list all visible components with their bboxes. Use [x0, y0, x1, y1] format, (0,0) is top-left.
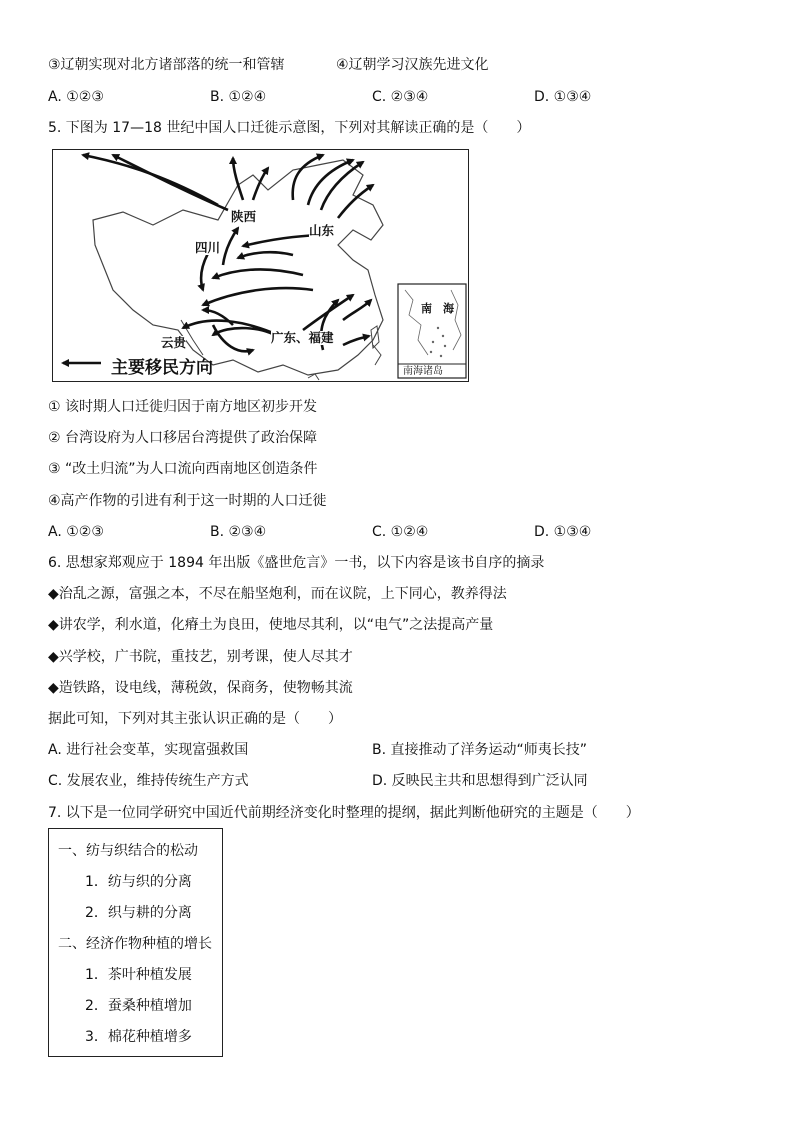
map-drawing	[53, 150, 469, 382]
q5-option-d[interactable]: D. ①③④	[534, 524, 592, 540]
arrow-shaanxi-n	[233, 158, 243, 200]
q4-option-b[interactable]: B. ①②④	[210, 89, 267, 105]
q5-option-b[interactable]: B. ②③④	[210, 524, 267, 540]
q6-quote-1: ◆治乱之源，富强之本，不尽在船坚炮利，而在议院，上下同心，教养得法	[48, 586, 507, 602]
arrow-fujian-tw	[343, 336, 369, 345]
q5-item-4: ④高产作物的引进有利于这一时期的人口迁徙	[48, 493, 327, 509]
label-guangdong-fujian: 广东、福建	[271, 330, 334, 345]
outline-heading-2: 二、经济作物种植的增长	[58, 936, 212, 952]
outline-subitem-2-3: 3．棉花种植增多	[85, 1029, 192, 1045]
q5-item-3: ③ “改土归流”为人口流向西南地区创造条件	[48, 461, 318, 477]
arrow-shandong-n3	[321, 162, 363, 210]
arrow-east-1	[343, 300, 371, 320]
arrow-shandong-n2	[308, 160, 353, 205]
q6-option-b[interactable]: B. 直接推动了洋务运动“师夷长技”	[372, 742, 588, 758]
outline-subitem-1-1: 1．纺与织的分离	[85, 874, 192, 890]
outline-subitem-2-2: 2．蚕桑种植增加	[85, 998, 192, 1014]
label-yungui: 云贵	[161, 335, 187, 350]
q6-option-c[interactable]: C. 发展农业，维持传统生产方式	[48, 773, 249, 789]
label-shandong: 山东	[309, 223, 335, 238]
q5-stem: 5. 下图为 17—18 世纪中国人口迁徙示意图，下列对其解读正确的是（ ）	[48, 120, 531, 136]
china-outline	[93, 160, 383, 375]
label-sichuan: 四川	[195, 240, 221, 255]
q4-option-d[interactable]: D. ①③④	[534, 89, 592, 105]
q5-item-2: ② 台湾设府为人口移居台湾提供了政治保障	[48, 430, 317, 446]
q6-quote-3: ◆兴学校，广书院，重技艺，别考课，使人尽其才	[48, 649, 353, 665]
arrow-shaanxi-w	[113, 155, 228, 210]
q6-quote-4: ◆造铁路，设电线，薄税敛，保商务，使物畅其流	[48, 680, 353, 696]
q4-option-c[interactable]: C. ②③④	[372, 89, 429, 105]
q5-option-c[interactable]: C. ①②④	[372, 524, 429, 540]
arrow-guangdong-w2	[203, 288, 313, 305]
arrow-sichuan-n	[223, 228, 238, 265]
arrow-shandong-n1	[293, 155, 323, 200]
arrow-shaanxi-ne1	[253, 168, 268, 200]
outline-heading-1: 一、纺与织结合的松动	[58, 843, 198, 859]
q6-option-d[interactable]: D. 反映民主共和思想得到广泛认同	[372, 773, 588, 789]
q6-question: 据此可知，下列对其主张认识正确的是（ ）	[48, 711, 342, 727]
arrow-guangdong-w3	[238, 252, 293, 258]
migration-map	[52, 149, 469, 382]
q7-outline-box	[48, 828, 223, 1057]
q5-option-a[interactable]: A. ①②③	[48, 524, 104, 540]
q5-item-1: ① 该时期人口迁徙归因于南方地区初步开发	[48, 399, 317, 415]
legend-label: 主要移民方向	[111, 358, 213, 378]
q6-option-a[interactable]: A. 进行社会变革，实现富强救国	[48, 742, 249, 758]
label-shaanxi: 陕西	[231, 209, 257, 224]
arrow-guangdong-w1	[213, 269, 303, 278]
q4-item-4: ④辽朝学习汉族先进文化	[336, 57, 489, 73]
q7-stem: 7. 以下是一位同学研究中国近代前期经济变化时整理的提纲，据此判断他研究的主题是（ ）	[48, 805, 640, 821]
outline-subitem-1-2: 2．织与耕的分离	[85, 905, 192, 921]
inset-caption: 南海诸岛	[403, 366, 443, 377]
inset-sea-label: 南 海	[421, 302, 454, 315]
q4-item-3: ③辽朝实现对北方诸部落的统一和管辖	[48, 57, 285, 73]
arrow-southwest	[203, 310, 233, 325]
outline-subitem-2-1: 1．茶叶种植发展	[85, 967, 192, 983]
q6-stem: 6. 思想家郑观应于 1894 年出版《盛世危言》一书，以下内容是该书自序的摘录	[48, 555, 545, 571]
q6-quote-2: ◆讲农学，利水道，化瘠土为良田，使地尽其利，以“电气”之法提高产量	[48, 617, 494, 633]
q4-option-a[interactable]: A. ①②③	[48, 89, 104, 105]
